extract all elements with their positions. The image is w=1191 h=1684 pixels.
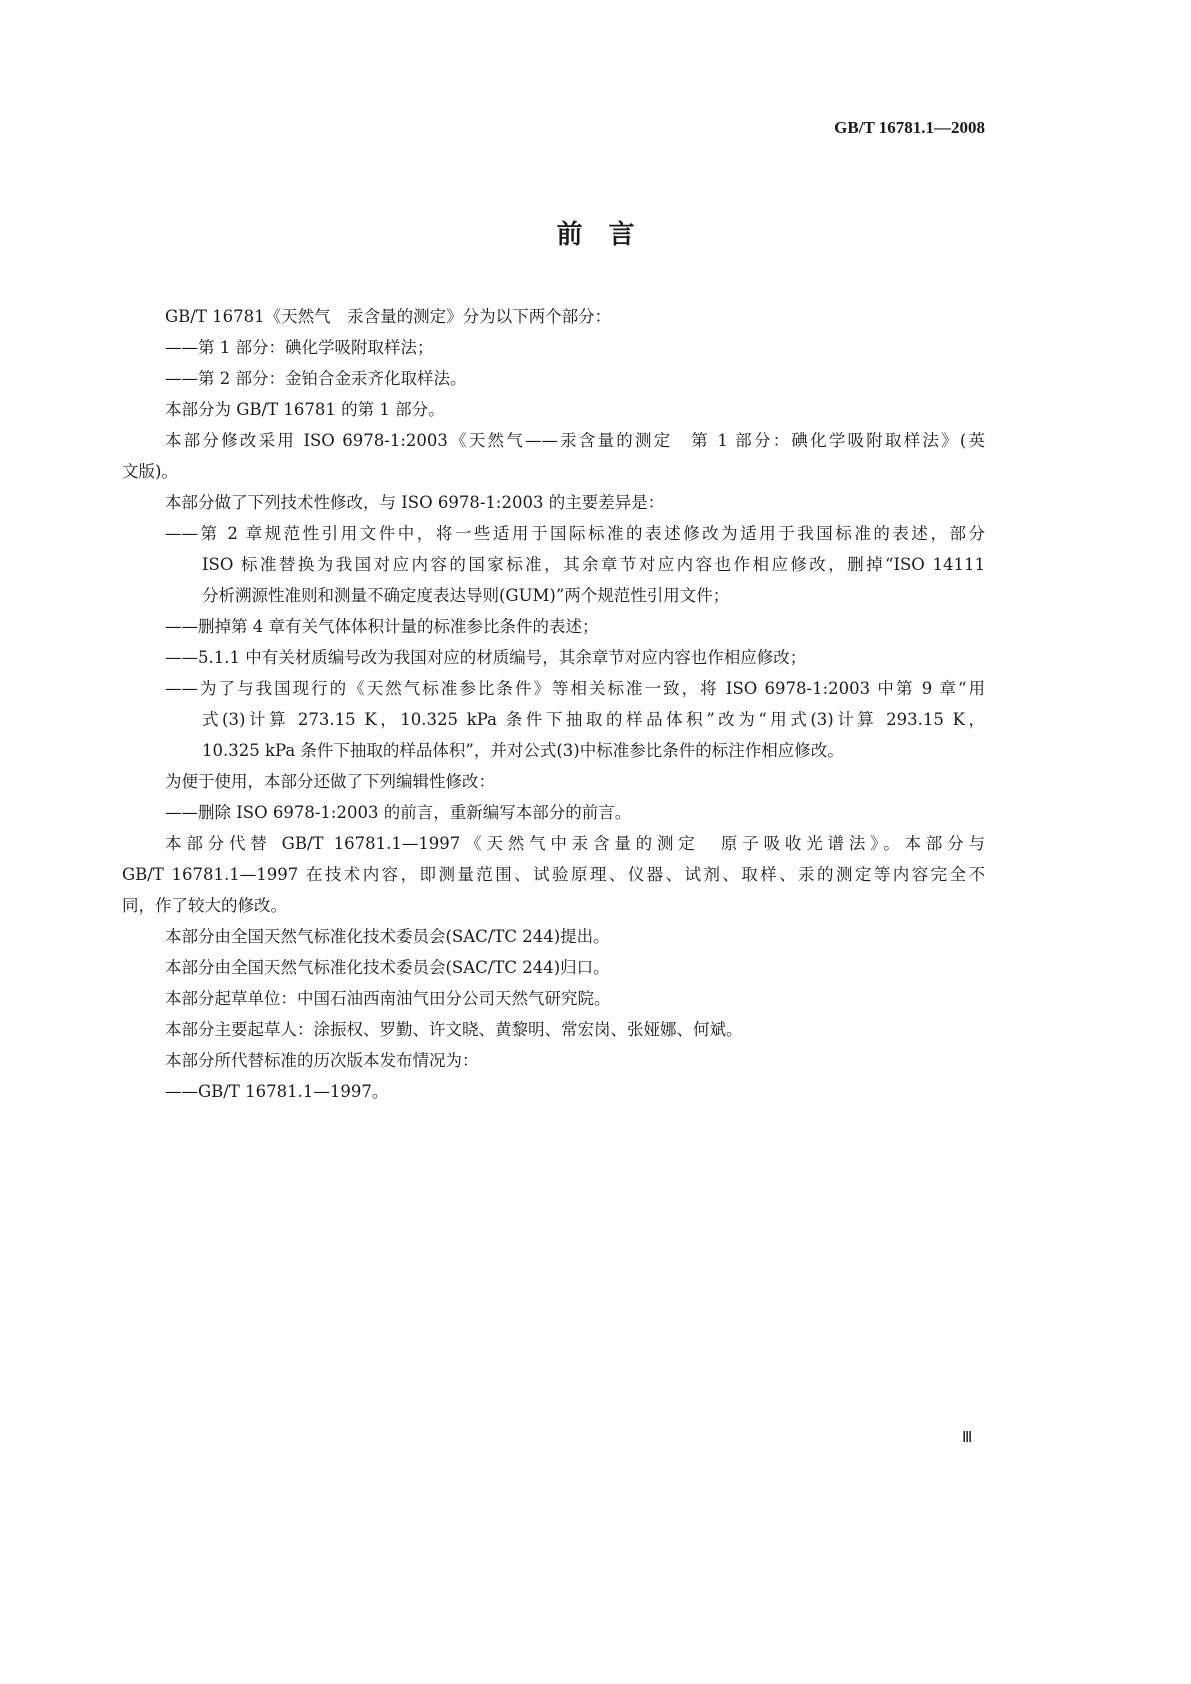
- text-line: GB/T 16781《天然气 汞含量的测定》分为以下两个部分：: [165, 307, 612, 326]
- text-line: ——第 2 章规范性引用文件中，将一些适用于国际标准的表述修改为适用于我国标准的表述，部分: [165, 524, 985, 543]
- text-line: 本部分为 GB/T 16781 的第 1 部分。: [165, 400, 445, 419]
- text-line: 本部分由全国天然气标准化技术委员会(SAC/TC 244)提出。: [165, 927, 610, 946]
- text-line: 本部分做了下列技术性修改，与 ISO 6978-1:2003 的主要差异是：: [165, 493, 665, 512]
- text-line: ——GB/T 16781.1—1997。: [165, 1082, 389, 1101]
- text-line: 本部分主要起草人：涂振权、罗勤、许文晓、黄黎明、常宏岗、张娅娜、何斌。: [165, 1020, 743, 1039]
- text-line: GB/T 16781.1—1997 在技术内容，即测量范围、试验原理、仪器、试剂、取样、汞的测定等内容完全不: [122, 865, 985, 884]
- text-line: 本部分所代替标准的历次版本发布情况为：: [165, 1051, 479, 1070]
- text-line: ——删掉第 4 章有关气体体积计量的标准参比条件的表述；: [165, 617, 599, 636]
- text-line: ——5.1.1 中有关材质编号改为我国对应的材质编号，其余章节对应内容也作相应修改；: [165, 648, 807, 667]
- text-line: 本部分修改采用 ISO 6978-1:2003《天然气——汞含量的测定 第 1 部分：碘化学吸附取样法》(英: [165, 431, 985, 450]
- text-line: 10.325 kPa 条件下抽取的样品体积”，并对公式(3)中标准参比条件的标注作相应修改。: [202, 741, 844, 760]
- text-line: 为便于使用，本部分还做了下列编辑性修改：: [165, 772, 495, 791]
- text-line: 式(3)计算 273.15 K，10.325 kPa 条件下抽取的样品体积”改为“用式(3)计算 293.15 K，: [202, 710, 985, 729]
- text-line: 同，作了较大的修改。: [122, 896, 287, 915]
- standard-number-header: GB/T 16781.1—2008: [834, 118, 985, 137]
- text-line: 本部分起草单位：中国石油西南油气田分公司天然气研究院。: [165, 989, 611, 1008]
- text-line: ——第 1 部分：碘化学吸附取样法；: [165, 338, 434, 357]
- text-line: ——为了与我国现行的《天然气标准参比条件》等相关标准一致，将 ISO 6978-1:2003 中第 9 章“用: [165, 679, 985, 698]
- page-number: Ⅲ: [962, 1430, 973, 1446]
- text-line: ——删除 ISO 6978-1:2003 的前言，重新编写本部分的前言。: [165, 803, 632, 822]
- text-line: 文版)。: [122, 462, 178, 481]
- page-title: 前言: [556, 220, 661, 250]
- text-line: 分析溯源性准则和测量不确定度表达导则(GUM)”两个规范性引用文件；: [202, 586, 730, 605]
- text-line: 本部分代替 GB/T 16781.1—1997《天然气中汞含量的测定 原子吸收光谱法》。本部分与: [165, 834, 985, 853]
- text-line: ——第 2 部分：金铂合金汞齐化取样法。: [165, 369, 467, 388]
- text-line: 本部分由全国天然气标准化技术委员会(SAC/TC 244)归口。: [165, 958, 610, 977]
- text-line: ISO 标准替换为我国对应内容的国家标准，其余章节对应内容也作相应修改，删掉“ISO 14111: [202, 555, 985, 574]
